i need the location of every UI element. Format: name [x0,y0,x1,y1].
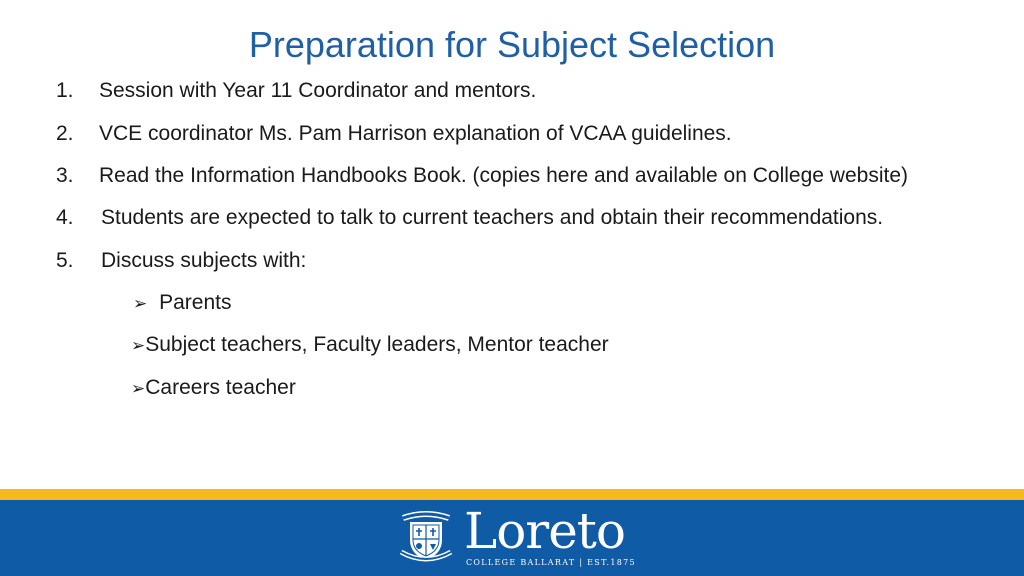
sub-bullet-text: Careers teacher [145,376,296,399]
sub-bullet-item [131,332,609,359]
list-item-text: Students are expected to talk to current teachers and obtain their recommendations. [101,206,884,229]
sub-bullet-item [133,290,231,317]
slide-title: Preparation for Subject Selection [248,24,776,65]
arrowhead-bullet-icon: ➢ [131,336,146,355]
sub-bullet-text: Subject teachers, Faculty leaders, Mentor teacher [145,333,609,356]
list-item-number: 5. [56,249,74,272]
footer-gold-stripe [0,489,1024,500]
sub-bullet-item [131,375,296,402]
sub-bullet-text: Parents [159,291,232,314]
list-item-text: Discuss subjects with: [101,249,307,272]
logo-wordmark: Loreto [464,502,625,560]
arrowhead-bullet-icon: ➢ [133,294,148,313]
arrowhead-bullet-icon: ➢ [131,379,146,398]
list-item-text: Read the Information Handbooks Book. (copies here and available on College website) [99,164,908,187]
logo-tagline: COLLEGE BALLARAT | EST.1875 [466,558,636,567]
list-item-text: VCE coordinator Ms. Pam Harrison explanation of VCAA guidelines. [99,122,732,145]
list-item-number: 3. [56,164,74,187]
list-item-number: 1. [56,79,74,102]
list-item-text: Session with Year 11 Coordinator and mentors. [99,79,537,102]
list-item-number: 4. [56,206,74,229]
loreto-crest-icon [397,508,455,566]
list-item-number: 2. [56,122,74,145]
